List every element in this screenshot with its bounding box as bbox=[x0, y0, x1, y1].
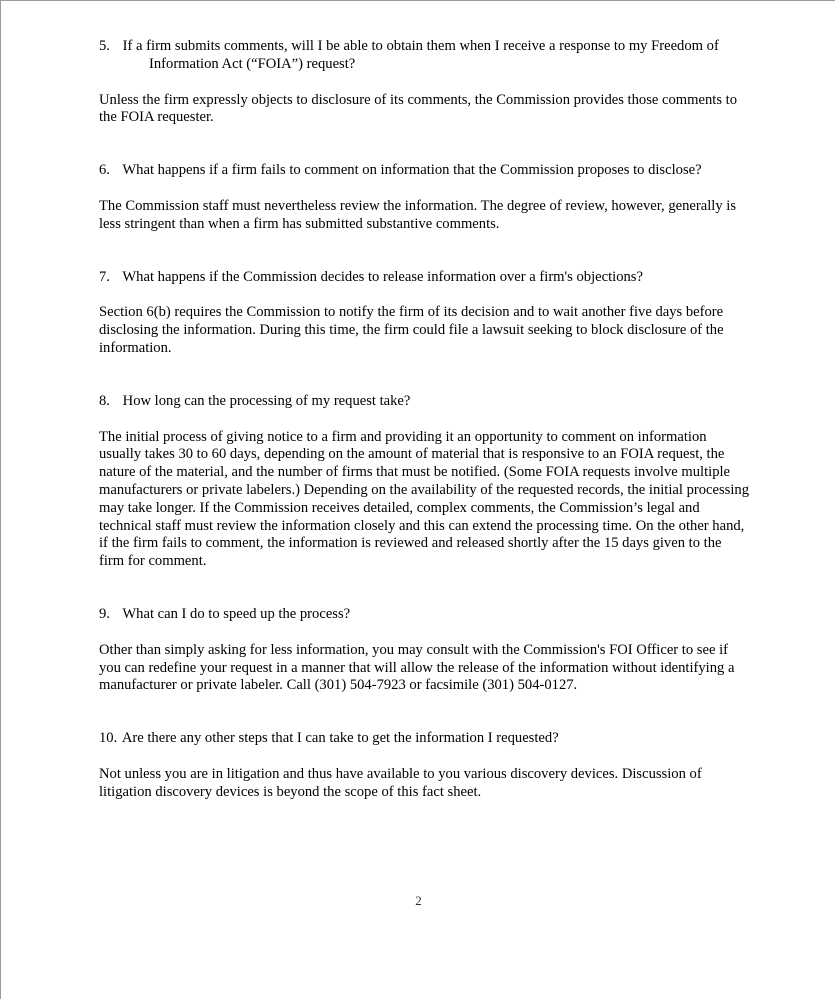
faq-item-10 bbox=[99, 730, 749, 801]
faq-item-8 bbox=[99, 393, 749, 571]
faq-item-7 bbox=[99, 269, 749, 358]
faq-item-5 bbox=[99, 38, 749, 127]
answer-5: Unless the firm expressly objects to disclosure of its comments, the Commission provides those comments to the FOIA requester. bbox=[99, 91, 737, 126]
question-5 bbox=[99, 38, 749, 74]
faq-item-6 bbox=[99, 162, 749, 233]
answer-6: The Commission staff must nevertheless review the information. The degree of review, however, generally is less stringent than when a firm has submitted substantive comments. bbox=[99, 197, 737, 232]
question-8 bbox=[99, 393, 749, 411]
question-text: What can I do to speed up the process? bbox=[122, 605, 351, 622]
answer-7: Section 6(b) requires the Commission to notify the firm of its decision and to wait another five days before disclosing the information. During this time, the firm could file a lawsuit seeking to block disclosure of the information. bbox=[99, 304, 724, 356]
question-9 bbox=[99, 606, 749, 624]
question-6 bbox=[99, 162, 749, 180]
faq-item-9 bbox=[99, 606, 749, 695]
question-number: 8. bbox=[99, 392, 110, 409]
faq-content bbox=[99, 38, 749, 802]
question-number: 7. bbox=[99, 268, 110, 285]
question-number: 10. bbox=[99, 730, 118, 747]
answer-9: Other than simply asking for less information, you may consult with the Commission's FOI Officer to see if you can redefine your request in a manner that will allow the release of the information without identifying a manufacturer or private labeler. Call (301) 504-7923 or facsimile (301) 504-0127. bbox=[99, 641, 735, 694]
question-text: How long can the processing of my request take? bbox=[122, 392, 411, 409]
answer-8: The initial process of giving notice to a firm and providing it an opportunity to comment on information usually takes 30 to 60 days, depending on the amount of material that is responsive to an FOIA request, the nature of the material, and the number of firms that must be notified. (Some FOIA requests involve multiple manufacturers or private labelers.) Depending on the availability of the requested records, the initial processing may take longer. If the Commission receives detailed, complex comments, the Commission’s legal and technical staff must review the information closely and this can extend the processing time. On the other hand, if the firm fails to comment, the information is reviewed and released shortly after the 15 days given to the firm for comment. bbox=[99, 428, 749, 570]
question-7 bbox=[99, 269, 749, 287]
question-text: If a firm submits comments, will I be able to obtain them when I receive a response to my Freedom of Information Act (“FOIA”) request? bbox=[122, 38, 719, 72]
question-text: Are there any other steps that I can take to get the information I requested? bbox=[121, 730, 559, 747]
answer-10: Not unless you are in litigation and thus have available to you various discovery devices. Discussion of litigation discovery devices is beyond the scope of this fact sheet. bbox=[99, 765, 702, 800]
question-number: 5. bbox=[99, 38, 110, 54]
question-number: 9. bbox=[99, 605, 110, 622]
question-number: 6. bbox=[99, 162, 110, 179]
question-text: What happens if the Commission decides to release information over a firm's objections? bbox=[122, 268, 643, 285]
page-number: 2 bbox=[415, 893, 422, 908]
question-text: What happens if a firm fails to comment on information that the Commission proposes to disclose? bbox=[122, 162, 702, 179]
question-10 bbox=[99, 730, 749, 748]
